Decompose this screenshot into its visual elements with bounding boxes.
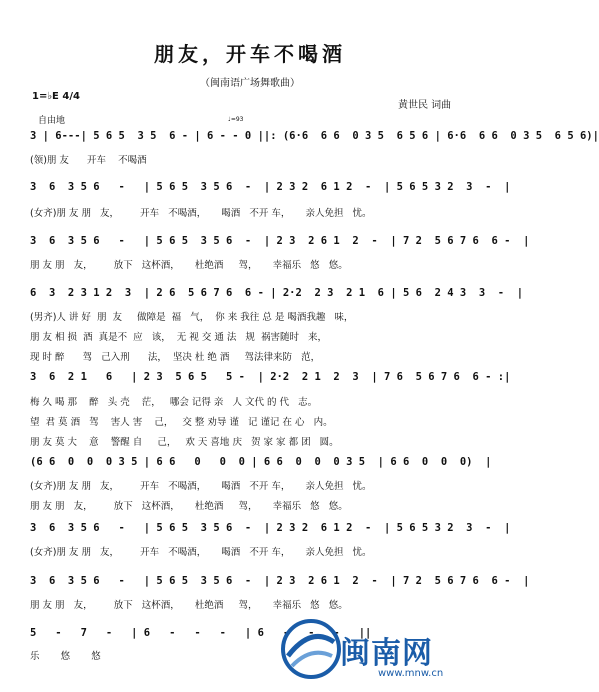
watermark-logo-icon	[278, 616, 344, 682]
metronome-mark: ♩=93	[228, 116, 244, 123]
tempo-marking: 自由地	[38, 116, 66, 126]
watermark-url: www.mnw.cn	[378, 668, 444, 679]
lyrics-line-6b: 朋 友 朋 友， 放下 这杯酒， 杜绝酒 驾， 幸福乐 悠 悠。	[30, 501, 348, 512]
lyrics-line-3a: 朋 友 朋 友， 放下 这杯酒， 杜绝酒 驾， 幸福乐 悠 悠。	[30, 260, 348, 271]
lyrics-line-4b: 朋 友 相 损 酒 真是不 应 该， 无 视 交 通 法 规 祸害随时 来，	[30, 332, 328, 343]
key-signature: 1=♭E 4/4	[32, 91, 80, 102]
notation-line-7: 3 6 3 5 6 - | 5 6 5 3 5 6 - | 2 3 2 6 1 2 - | 5 6 5 3 2 3 - |	[30, 522, 511, 534]
lyrics-line-9a: 乐 悠 悠	[30, 651, 101, 662]
lyrics-line-1a: (领)朋 友 开车 不喝酒	[30, 155, 147, 166]
lyrics-line-2a: (女齐)朋 友 朋 友， 开车 不喝酒， 喝酒 不开 车， 亲人免担 忧。	[30, 208, 372, 219]
lyrics-line-5c: 朋 友 莫 大 意 警醒 自 己， 欢 天 喜地 庆 贺 家 家 都 团 圆。	[30, 437, 339, 448]
lyrics-line-6a: (女齐)朋 友 朋 友， 开车 不喝酒， 喝酒 不开 车， 亲人免担 忧。	[30, 481, 372, 492]
lyrics-line-5a: 梅 久 喝 那 醉 头 壳 茫， 哪会 记得 亲 人 文代 的 代 志。	[30, 397, 318, 408]
notation-line-9: 5 - 7 - | 6 - - - | 6 - - - ||	[30, 627, 372, 639]
notation-line-5: 3 6 2 1 6 | 2 3 5 6 5 5 - | 2·2 2 1 2 3 | 7 6 5 6 7 6 6 - :|	[30, 371, 511, 383]
lyrics-line-4a: (男齐)人 讲 好 朋 友 做障是 福 气， 你 来 我往 总 是 喝酒我趣 味，	[30, 312, 354, 323]
lyrics-line-5b: 望 君 莫 酒 驾 害人 害 己， 交 整 劝导 谨 记 谨记 在 心 内。	[30, 417, 333, 428]
lyrics-line-7a: (女齐)朋 友 朋 友， 开车 不喝酒， 喝酒 不开 车， 亲人免担 忧。	[30, 547, 372, 558]
notation-line-8: 3 6 3 5 6 - | 5 6 5 3 5 6 - | 2 3 2 6 1 2 - | 7 2 5 6 7 6 6 - |	[30, 575, 530, 587]
lyrics-line-8a: 朋 友 朋 友， 放下 这杯酒， 杜绝酒 驾， 幸福乐 悠 悠。	[30, 600, 348, 611]
lyrics-line-4c: 现 时 醉 驾 己入刑 法， 坚决 杜 绝 酒 驾法律来防 范，	[30, 352, 321, 363]
notation-line-3: 3 6 3 5 6 - | 5 6 5 3 5 6 - | 2 3 2 6 1 2 - | 7 2 5 6 7 6 6 - |	[30, 235, 530, 247]
composer-credit: 黄世民 词曲	[398, 100, 452, 111]
notation-line-2: 3 6 3 5 6 - | 5 6 5 3 5 6 - | 2 3 2 6 1 2 - | 5 6 5 3 2 3 - |	[30, 181, 511, 193]
notation-line-6: (6 6 0 0 0 3 5 | 6 6 0 0 0 | 6 6 0 0 0 3 5 | 6 6 0 0 0) |	[30, 456, 492, 468]
song-subtitle: （闽南语广场舞歌曲）	[200, 78, 300, 89]
watermark-text: 闽南网	[340, 636, 433, 671]
song-title: 朋友，开车不喝酒	[154, 42, 346, 66]
notation-line-4: 6 3 2 3 1 2 3 | 2 6 5 6 7 6 6 - | 2·2 2 3 2 1 6 | 5 6 2 4 3 3 - |	[30, 287, 524, 299]
notation-line-1: 3 | 6---| 5 6 5 3 5 6 - | 6 - - 0 ||: (6·6 6 6 0 3 5 6 5 6 | 6·6 6 6 0 3 5 6 5 6)|	[30, 130, 599, 142]
